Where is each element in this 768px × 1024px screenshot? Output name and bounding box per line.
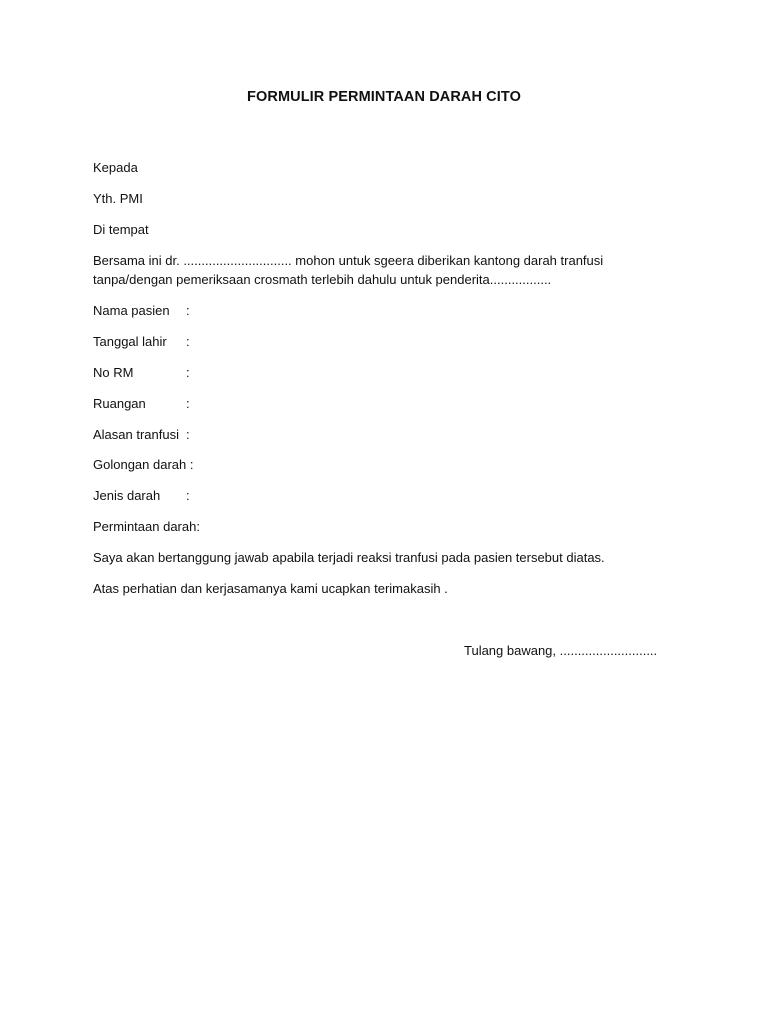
responsibility-statement: Saya akan bertanggung jawab apabila terjadi reaksi tranfusi pada pasien tersebut diatas. (93, 550, 605, 565)
intro-line-1: Bersama ini dr. .............................. mohon untuk sgeera diberikan kantong darah tranfusi (93, 253, 604, 268)
field-alasan-tranfusi (93, 426, 190, 444)
field-nama-pasien (93, 302, 190, 320)
field-label: Alasan tranfusi (93, 427, 179, 442)
field-label: Golongan darah (93, 457, 187, 472)
place-date-line: Tulang bawang, ........................... (464, 643, 658, 658)
intro-line-2: tanpa/dengan pemeriksaan crosmath terlebih dahulu untuk penderita................. (93, 272, 552, 287)
closing-statement: Atas perhatian dan kerjasamanya kami ucapkan terimakasih . (93, 581, 448, 596)
request-label: Permintaan darah: (93, 519, 200, 534)
field-colon: : (186, 427, 190, 442)
recipient-addressee: Yth. PMI (93, 191, 143, 206)
field-no-rm (93, 364, 190, 382)
field-label: Jenis darah (93, 488, 161, 503)
field-colon: : (186, 334, 190, 349)
field-colon: : (186, 303, 190, 318)
recipient-to: Kepada (93, 160, 138, 175)
field-label: Ruangan (93, 396, 146, 411)
field-label: No RM (93, 365, 134, 380)
field-jenis-darah (93, 487, 190, 505)
recipient-place: Di tempat (93, 222, 149, 237)
document-title: FORMULIR PERMINTAAN DARAH CITO (247, 89, 521, 105)
field-colon: : (186, 396, 190, 411)
field-colon: : (186, 488, 190, 503)
field-label: Nama pasien (93, 303, 170, 318)
field-tanggal-lahir (93, 333, 190, 351)
field-golongan-darah (93, 456, 194, 474)
field-colon: : (186, 365, 190, 380)
field-colon: : (189, 457, 194, 472)
field-label: Tanggal lahir (93, 334, 167, 349)
field-ruangan (93, 395, 190, 413)
